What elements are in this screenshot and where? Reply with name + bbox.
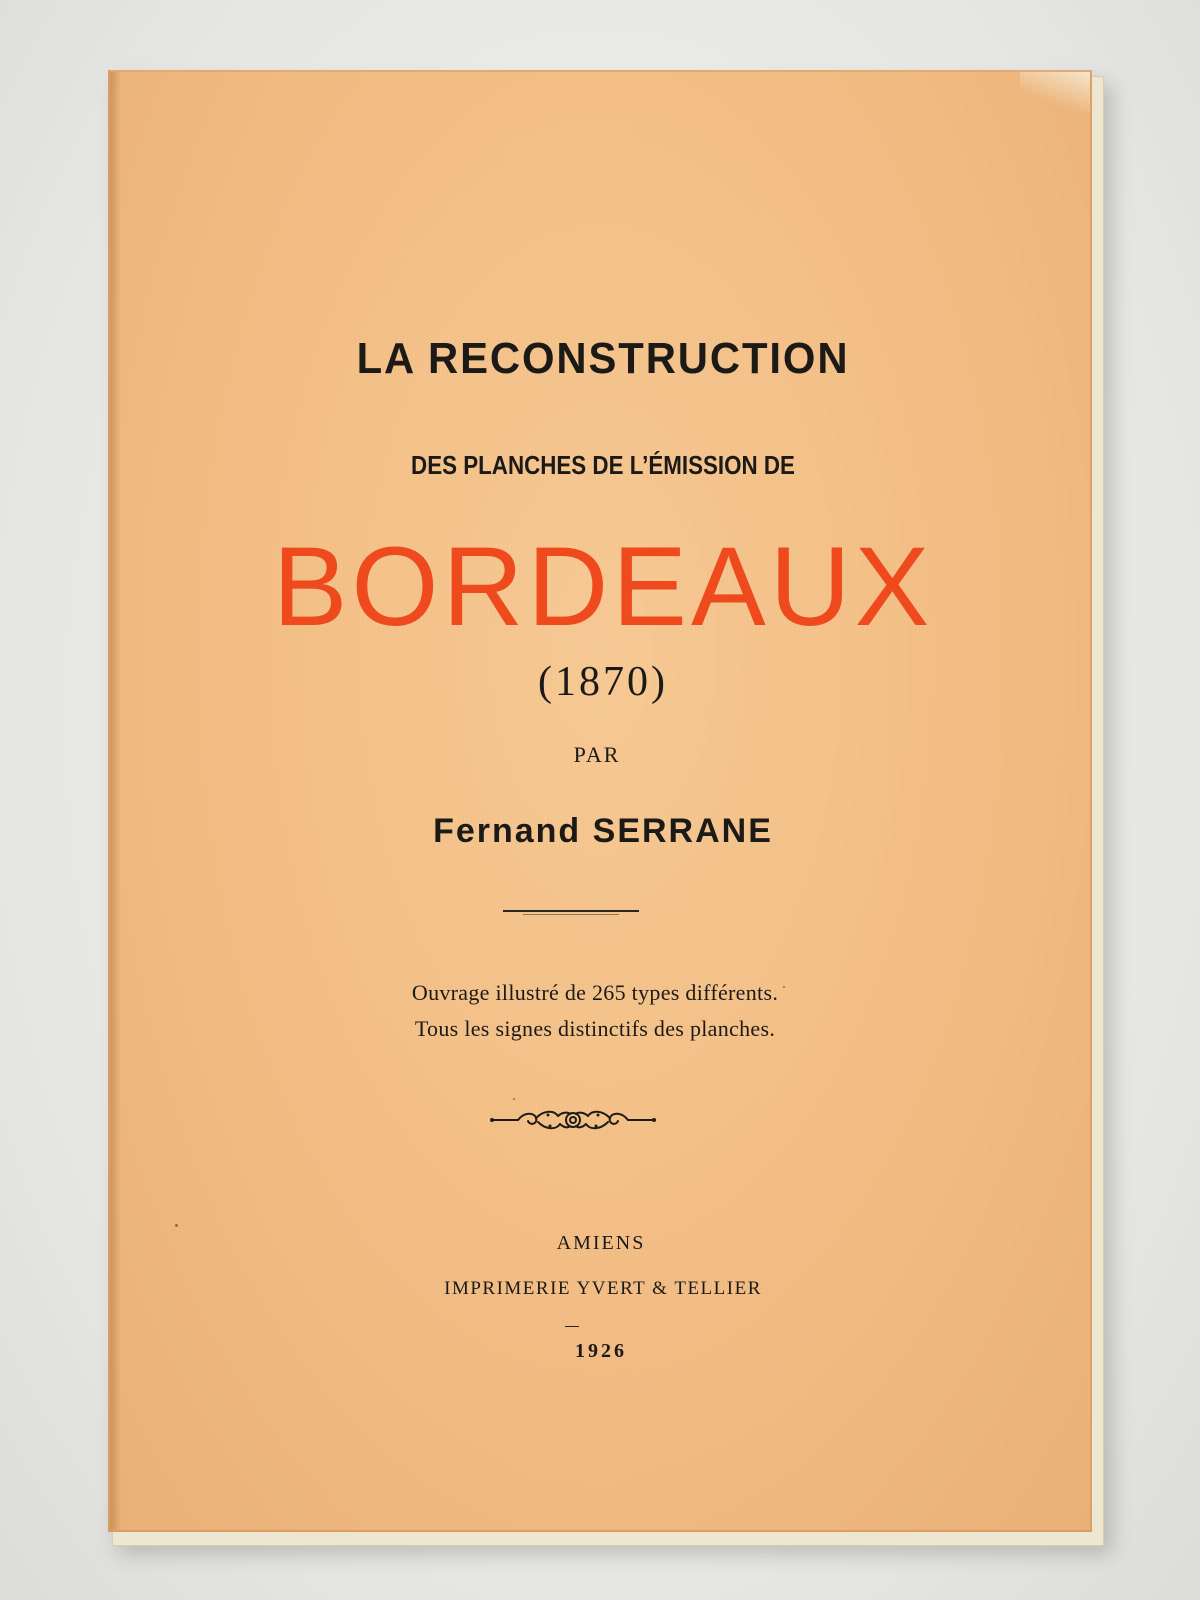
spine-wear — [111, 72, 121, 1530]
title-line-2: DES PLANCHES DE L’ÉMISSION DE — [411, 450, 795, 480]
imprint-city: AMIENS — [556, 1232, 646, 1254]
title-bordeaux: BORDEAUX — [272, 524, 934, 649]
title-year: (1870) — [538, 659, 668, 705]
paper-speck — [783, 986, 785, 988]
floral-ornament-icon — [488, 1106, 658, 1134]
book-cover — [108, 70, 1092, 1532]
by-label: PAR — [573, 742, 621, 767]
imprint-year: 1926 — [575, 1340, 627, 1362]
imprint-printer: IMPRIMERIE YVERT & TELLIER — [444, 1278, 762, 1299]
title-line-1: LA RECONSTRUCTION — [356, 334, 850, 383]
description-line-2: Tous les signes distinctifs des planches. — [414, 1016, 776, 1041]
imprint-dash — [565, 1326, 579, 1327]
paper-speck — [175, 1224, 178, 1227]
author-name: Fernand SERRANE — [433, 812, 773, 850]
divider-rule — [503, 910, 639, 912]
paper-speck — [513, 1098, 515, 1100]
corner-wear — [1020, 72, 1090, 112]
description-line-1: Ouvrage illustré de 265 types différents. — [411, 980, 779, 1005]
